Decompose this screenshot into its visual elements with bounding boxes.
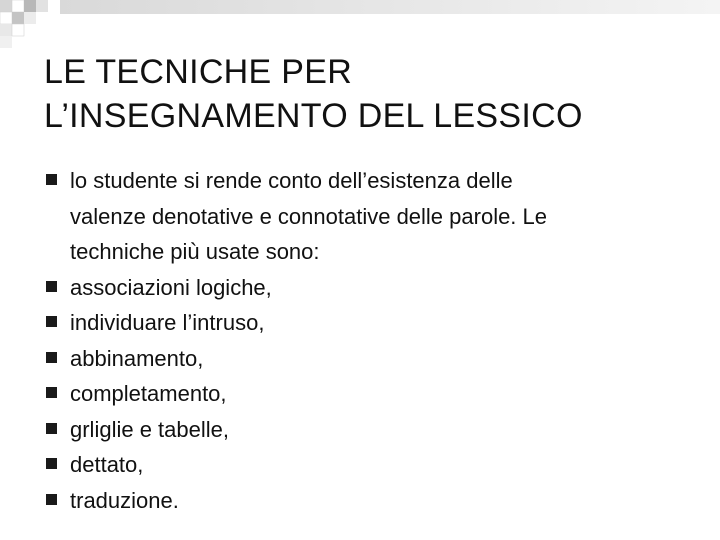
list-item-line: completamento, (70, 381, 227, 406)
checker-square (0, 36, 12, 48)
list-item-line: individuare l’intruso, (70, 310, 265, 335)
square-bullet-icon (46, 316, 57, 327)
list-item-text (46, 305, 706, 341)
square-bullet-icon (46, 458, 57, 469)
list-item-text (46, 270, 706, 306)
list-item-text (46, 483, 706, 519)
decorative-checker-header (0, 0, 720, 48)
list-item-line: abbinamento, (70, 345, 204, 371)
square-bullet-icon (46, 387, 57, 398)
list-item (46, 412, 706, 448)
list-item-line: techniche più usate sono: (70, 239, 320, 264)
checker-square (24, 12, 36, 24)
list-item-line: lo studente si rende conto dell’esistenza delle (70, 168, 513, 193)
checker-square (0, 12, 12, 24)
checker-square (0, 0, 12, 12)
list-item (46, 341, 706, 377)
list-item-line: traduzione. (70, 487, 179, 513)
header-gradient-bar (60, 0, 720, 14)
list-item-text (46, 412, 706, 448)
list-item-line: dettato, (70, 452, 144, 477)
square-bullet-icon (46, 174, 57, 185)
checker-square (24, 0, 36, 12)
list-item-text (46, 163, 706, 270)
list-item (46, 376, 706, 412)
checker-square (36, 0, 48, 12)
list-item-line: associazioni logiche, (70, 274, 272, 300)
list-item-text (46, 376, 706, 412)
list-item (46, 163, 706, 270)
square-bullet-icon (46, 281, 57, 292)
list-item (46, 447, 706, 483)
list-item-line: grliglie e tabelle, (70, 416, 229, 442)
checker-square (12, 12, 24, 24)
bullet-list (46, 163, 706, 518)
list-item-text (46, 341, 706, 377)
list-item (46, 483, 706, 519)
list-item-line: valenze denotative e connotative delle parole. Le (70, 203, 548, 229)
list-item (46, 270, 706, 306)
list-item-text (46, 447, 706, 483)
list-item (46, 305, 706, 341)
checker-square (0, 24, 12, 36)
slide-title-line-2: L’INSEGNAMENTO DEL LESSICO (44, 97, 583, 135)
checker-square (12, 0, 24, 12)
checker-square (12, 24, 24, 36)
slide-title (44, 50, 704, 138)
square-bullet-icon (46, 352, 57, 363)
square-bullet-icon (46, 494, 57, 505)
square-bullet-icon (46, 423, 57, 434)
slide-title-line-1: LE TECNICHE PER (44, 53, 353, 91)
